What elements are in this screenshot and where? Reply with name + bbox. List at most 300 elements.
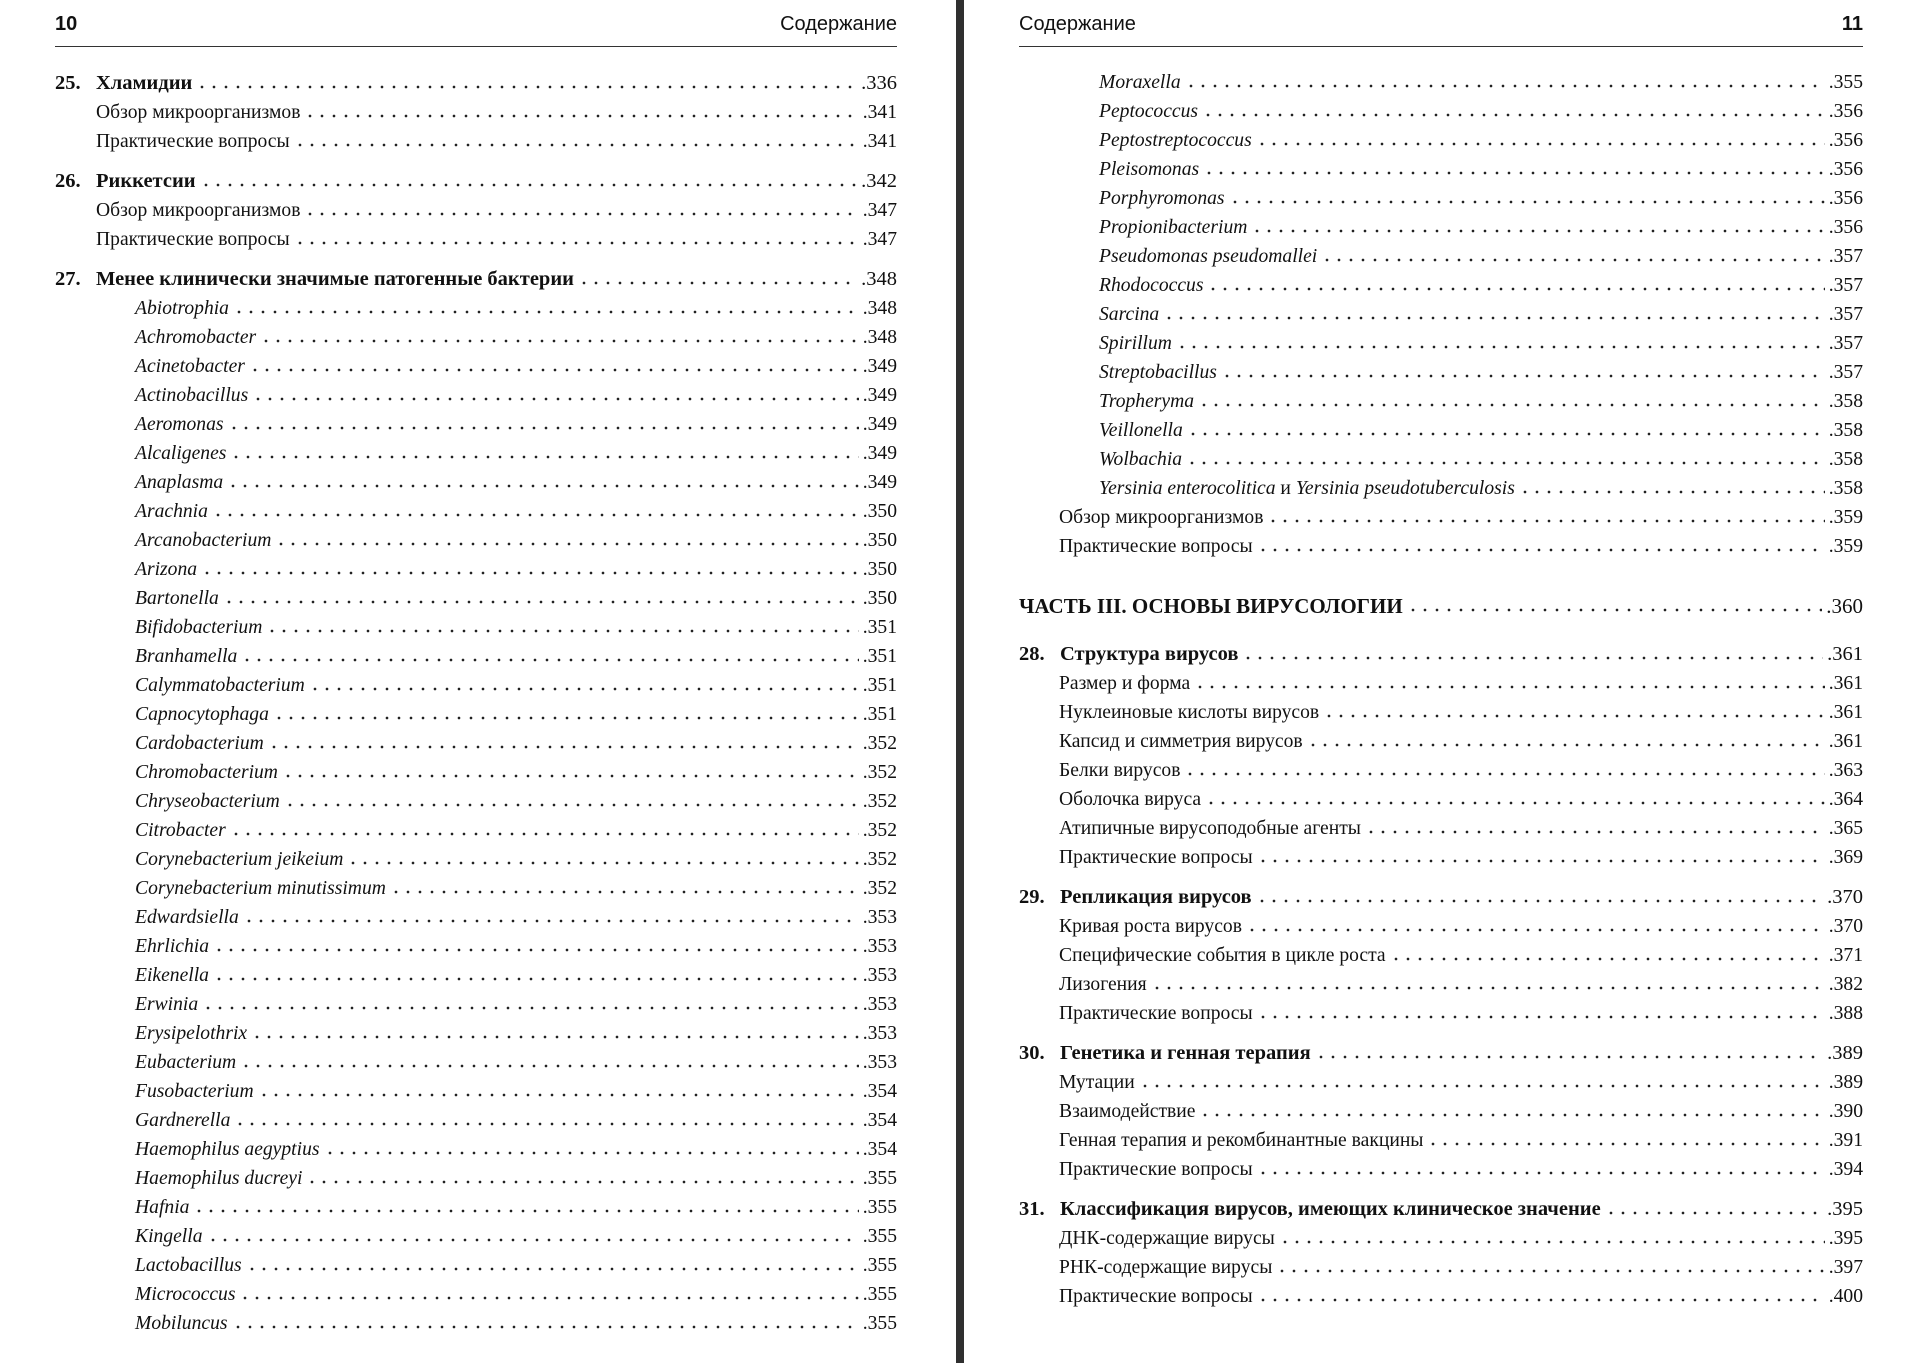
toc-organism-entry[interactable] xyxy=(55,526,897,555)
toc-organism-entry[interactable] xyxy=(1019,68,1863,97)
toc-organism-entry[interactable] xyxy=(55,787,897,816)
toc-organism-entry[interactable] xyxy=(55,294,897,323)
dot-leader xyxy=(258,1091,859,1099)
entry-title: Практические вопросы xyxy=(1059,847,1253,868)
dot-leader xyxy=(1323,712,1825,720)
entry-title: Хламидии xyxy=(96,72,193,94)
entry-page-number: .400 xyxy=(1828,1286,1863,1307)
dot-leader xyxy=(240,1062,858,1070)
entry-page-number: .388 xyxy=(1828,1003,1863,1024)
entry-title: Arachnia xyxy=(135,501,208,522)
toc-organism-entry[interactable] xyxy=(55,410,897,439)
chapter-number: 26. xyxy=(55,170,81,192)
toc-chapter-entry[interactable] xyxy=(1019,882,1863,912)
toc-chapter-entry[interactable] xyxy=(1019,639,1863,669)
entry-title: Лизогения xyxy=(1059,974,1147,995)
toc-section-entry[interactable] xyxy=(1019,999,1863,1028)
entry-page-number: .370 xyxy=(1828,916,1863,937)
toc-section-entry[interactable] xyxy=(1019,1068,1863,1097)
dot-leader xyxy=(232,1323,859,1331)
book-spine xyxy=(956,0,964,1363)
entry-page-number: .353 xyxy=(862,1023,897,1044)
dot-leader xyxy=(1194,683,1825,691)
toc-organism-entry[interactable] xyxy=(55,584,897,613)
dot-leader xyxy=(1163,314,1824,322)
entry-title: Генетика и генная терапия xyxy=(1060,1042,1311,1064)
dot-leader xyxy=(1257,546,1825,554)
dot-leader xyxy=(1184,770,1824,778)
toc-section-entry[interactable] xyxy=(55,127,897,156)
chapter-number: 30. xyxy=(1019,1042,1045,1064)
entry-page-number: .348 xyxy=(862,327,897,348)
dot-leader xyxy=(223,598,859,606)
entry-title: Lactobacillus xyxy=(135,1255,242,1276)
toc-chapter-entry[interactable] xyxy=(55,166,897,196)
toc-section-entry[interactable] xyxy=(55,98,897,127)
toc-organism-entry[interactable] xyxy=(55,1309,897,1338)
toc-chapter-entry[interactable] xyxy=(1019,1038,1863,1068)
chapter-number: 25. xyxy=(55,72,81,94)
entry-title: Pleisomonas xyxy=(1099,159,1200,180)
toc-organism-entry[interactable] xyxy=(1019,184,1863,213)
toc-section-entry[interactable] xyxy=(1019,1155,1863,1184)
dot-leader xyxy=(1242,654,1823,662)
toc-organism-entry[interactable] xyxy=(1019,242,1863,271)
entry-page-number: .350 xyxy=(862,501,897,522)
entry-page-number: .349 xyxy=(862,356,897,377)
dot-leader xyxy=(1202,111,1825,119)
entry-title: Оболочка вируса xyxy=(1059,789,1202,810)
entry-title: Менее клинически значимые патогенные бактерии xyxy=(96,268,574,290)
entry-title: Tropheryma xyxy=(1099,391,1195,412)
right-toc xyxy=(1019,68,1863,1311)
dot-leader xyxy=(200,181,858,189)
entry-page-number: .389 xyxy=(1827,1042,1863,1064)
entry-title: ЧАСТЬ III. ОСНОВЫ ВИРУСОЛОГИИ xyxy=(1019,594,1403,618)
dot-leader xyxy=(243,917,859,925)
toc-section-entry[interactable] xyxy=(55,225,897,254)
entry-page-number: .355 xyxy=(862,1226,897,1247)
entry-title: Обзор микроорганизмов xyxy=(96,200,301,221)
entry-page-number: .365 xyxy=(1828,818,1863,839)
toc-organism-entry[interactable] xyxy=(55,555,897,584)
toc-section-entry[interactable] xyxy=(1019,532,1863,561)
entry-page-number: .352 xyxy=(862,820,897,841)
entry-page-number: .363 xyxy=(1828,760,1863,781)
dot-leader xyxy=(306,1178,858,1186)
entry-title: Атипичные вирусоподобные агенты xyxy=(1059,818,1361,839)
entry-page-number: .347 xyxy=(862,229,897,250)
entry-page-number: .352 xyxy=(862,849,897,870)
entry-title: Anaplasma xyxy=(135,472,224,493)
entry-title: Streptobacillus xyxy=(1099,362,1217,383)
entry-page-number: .356 xyxy=(1828,101,1863,122)
dot-leader xyxy=(213,975,859,983)
dot-leader xyxy=(1257,857,1825,865)
entry-title: Corynebacterium minutissimum xyxy=(135,878,386,899)
entry-title: Achromobacter xyxy=(135,327,257,348)
entry-title: Кривая роста вирусов xyxy=(1059,916,1242,937)
entry-title: Wolbachia xyxy=(1099,449,1183,470)
left-toc xyxy=(55,68,897,1338)
dot-leader xyxy=(230,830,859,838)
dot-leader xyxy=(251,1033,859,1041)
entry-page-number: .371 xyxy=(1828,945,1863,966)
entry-title: Репликация вирусов xyxy=(1060,886,1252,908)
entry-page-number: .349 xyxy=(862,414,897,435)
entry-page-number: .352 xyxy=(862,762,897,783)
entry-title: Yersinia enterocolitica xyxy=(1099,478,1276,499)
toc-organism-entry[interactable] xyxy=(1019,474,1863,503)
entry-title: Veillonella xyxy=(1099,420,1183,441)
entry-title: ДНК-содержащие вирусы xyxy=(1059,1228,1275,1249)
entry-page-number: .364 xyxy=(1828,789,1863,810)
toc-section-entry[interactable] xyxy=(1019,503,1863,532)
dot-leader xyxy=(1257,1169,1825,1177)
entry-title: Citrobacter xyxy=(135,820,226,841)
toc-organism-entry[interactable] xyxy=(1019,416,1863,445)
entry-title: Mobiluncus xyxy=(135,1313,228,1334)
toc-organism-entry[interactable] xyxy=(55,1135,897,1164)
entry-title: Практические вопросы xyxy=(96,229,290,250)
entry-page-number: .353 xyxy=(862,994,897,1015)
dot-leader xyxy=(1315,1053,1823,1061)
entry-title: Практические вопросы xyxy=(1059,1159,1253,1180)
dot-leader xyxy=(1427,1140,1824,1148)
dot-leader xyxy=(282,772,859,780)
entry-page-number: .352 xyxy=(862,791,897,812)
entry-page-number: .357 xyxy=(1828,246,1863,267)
toc-organism-entry[interactable] xyxy=(55,1077,897,1106)
dot-leader xyxy=(1198,401,1825,409)
toc-organism-entry[interactable] xyxy=(55,1251,897,1280)
entry-title: Erysipelothrix xyxy=(135,1023,248,1044)
toc-part-entry[interactable] xyxy=(1019,591,1863,621)
entry-page-number: .349 xyxy=(862,443,897,464)
entry-page-number: .355 xyxy=(862,1255,897,1276)
toc-section-entry[interactable] xyxy=(1019,1126,1863,1155)
toc-organism-entry[interactable] xyxy=(55,1164,897,1193)
entry-title: Erwinia xyxy=(135,994,199,1015)
entry-title: Обзор микроорганизмов xyxy=(96,102,301,123)
entry-page-number: .354 xyxy=(862,1081,897,1102)
entry-title: Eikenella xyxy=(135,965,209,986)
toc-section-entry[interactable] xyxy=(1019,814,1863,843)
entry-page-number: .350 xyxy=(862,559,897,580)
entry-title: Sarcina xyxy=(1099,304,1160,325)
entry-page-number: .355 xyxy=(862,1168,897,1189)
entry-title: Белки вирусов xyxy=(1059,760,1181,781)
dot-leader xyxy=(239,1294,858,1302)
entry-title: Обзор микроорганизмов xyxy=(1059,507,1264,528)
entry-page-number: .341 xyxy=(862,102,897,123)
toc-section-entry[interactable] xyxy=(1019,1253,1863,1282)
dot-leader xyxy=(1207,285,1824,293)
toc-organism-entry[interactable] xyxy=(55,497,897,526)
entry-title: Corynebacterium jeikeium xyxy=(135,849,344,870)
dot-leader xyxy=(249,366,859,374)
entry-page-number: .358 xyxy=(1828,449,1863,470)
dot-leader xyxy=(578,279,857,287)
right-page xyxy=(967,0,1912,1363)
entry-title: Peptostreptococcus xyxy=(1099,130,1252,151)
chapter-number: 28. xyxy=(1019,643,1045,665)
entry-title: Классификация вирусов, имеющих клиническое значение xyxy=(1060,1198,1601,1220)
dot-leader xyxy=(273,714,859,722)
toc-section-entry[interactable] xyxy=(1019,941,1863,970)
dot-leader xyxy=(1390,955,1825,963)
page-number: 11 xyxy=(1841,13,1863,35)
toc-organism-entry[interactable] xyxy=(1019,445,1863,474)
dot-leader xyxy=(202,1004,859,1012)
toc-organism-entry[interactable] xyxy=(55,729,897,758)
toc-section-entry[interactable] xyxy=(1019,727,1863,756)
entry-title: Edwardsiella xyxy=(135,907,239,928)
toc-section-entry[interactable] xyxy=(1019,1282,1863,1311)
entry-title: Propionibacterium xyxy=(1099,217,1248,238)
entry-title: Eubacterium xyxy=(135,1052,237,1073)
toc-section-entry[interactable] xyxy=(55,196,897,225)
dot-leader xyxy=(227,482,859,490)
toc-organism-entry[interactable] xyxy=(55,323,897,352)
entry-page-number: .360 xyxy=(1826,594,1863,618)
entry-page-number: .359 xyxy=(1828,507,1863,528)
entry-page-number: .357 xyxy=(1828,304,1863,325)
dot-leader xyxy=(1186,459,1825,467)
toc-section-entry[interactable] xyxy=(1019,1224,1863,1253)
toc-organism-entry[interactable] xyxy=(55,613,897,642)
entry-title: Pseudomonas pseudomallei xyxy=(1099,246,1318,267)
entry-title: Chromobacterium xyxy=(135,762,278,783)
chapter-number: 29. xyxy=(1019,886,1045,908)
dot-leader xyxy=(1185,82,1825,90)
toc-organism-entry[interactable] xyxy=(1019,126,1863,155)
entry-title: Генная терапия и рекомбинантные вакцины xyxy=(1059,1130,1424,1151)
dot-leader xyxy=(294,239,859,247)
entry-title: Abiotrophia xyxy=(135,298,229,319)
toc-organism-entry[interactable] xyxy=(55,1222,897,1251)
entry-page-number: .351 xyxy=(862,675,897,696)
toc-organism-entry[interactable] xyxy=(1019,97,1863,126)
dot-leader xyxy=(1139,1082,1825,1090)
entry-title: Micrococcus xyxy=(135,1284,236,1305)
toc-organism-entry[interactable] xyxy=(55,468,897,497)
toc-organism-entry[interactable] xyxy=(1019,358,1863,387)
toc-organism-entry[interactable] xyxy=(55,381,897,410)
toc-organism-entry[interactable] xyxy=(1019,213,1863,242)
toc-section-entry[interactable] xyxy=(1019,698,1863,727)
toc-organism-entry[interactable] xyxy=(55,1280,897,1309)
dot-leader xyxy=(1276,1267,1824,1275)
entry-page-number: .351 xyxy=(862,646,897,667)
entry-page-number: .348 xyxy=(861,268,897,290)
dot-leader xyxy=(212,511,859,519)
entry-title: Риккетсии xyxy=(96,170,196,192)
toc-organism-entry[interactable] xyxy=(55,642,897,671)
dot-leader xyxy=(260,337,859,345)
toc-organism-entry[interactable] xyxy=(55,758,897,787)
dot-leader xyxy=(347,859,858,867)
toc-organism-entry[interactable] xyxy=(1019,300,1863,329)
entry-page-number: .350 xyxy=(862,588,897,609)
entry-page-number: .358 xyxy=(1828,478,1863,499)
dot-leader xyxy=(304,210,858,218)
toc-chapter-entry[interactable] xyxy=(1019,1194,1863,1224)
entry-title: Aeromonas xyxy=(135,414,224,435)
entry-title: Cardobacterium xyxy=(135,733,264,754)
entry-title: Практические вопросы xyxy=(1059,1003,1253,1024)
dot-leader xyxy=(1307,741,1825,749)
entry-title: Практические вопросы xyxy=(1059,536,1253,557)
dot-leader xyxy=(275,540,858,548)
entry-title: Gardnerella xyxy=(135,1110,231,1131)
entry-page-number: .382 xyxy=(1828,974,1863,995)
entry-title: Alcaligenes xyxy=(135,443,227,464)
entry-page-number: .353 xyxy=(862,965,897,986)
dot-leader xyxy=(268,743,859,751)
entry-conjunction: и xyxy=(1280,478,1291,499)
dot-leader xyxy=(233,308,859,316)
toc-organism-entry[interactable] xyxy=(55,352,897,381)
entry-page-number: .352 xyxy=(862,733,897,754)
entry-title: Porphyromonas xyxy=(1099,188,1225,209)
toc-chapter-entry[interactable] xyxy=(55,264,897,294)
toc-section-entry[interactable] xyxy=(1019,756,1863,785)
entry-page-number: .358 xyxy=(1828,391,1863,412)
entry-page-number: .350 xyxy=(862,530,897,551)
dot-leader xyxy=(230,453,858,461)
entry-page-number: .361 xyxy=(1828,673,1863,694)
entry-title: Нуклеиновые кислоты вирусов xyxy=(1059,702,1320,723)
toc-section-entry[interactable] xyxy=(1019,970,1863,999)
entry-page-number: .342 xyxy=(861,170,897,192)
entry-title: Размер и форма xyxy=(1059,673,1191,694)
dot-leader xyxy=(246,1265,859,1273)
dot-leader xyxy=(1203,169,1825,177)
entry-title: Yersinia pseudotuberculosis xyxy=(1295,478,1515,499)
dot-leader xyxy=(266,627,858,635)
right-page-header xyxy=(1019,8,1863,47)
toc-organism-entry[interactable] xyxy=(55,1019,897,1048)
entry-page-number: .351 xyxy=(862,704,897,725)
toc-section-entry[interactable] xyxy=(1019,1097,1863,1126)
dot-leader xyxy=(1205,799,1825,807)
entry-page-number: .355 xyxy=(862,1284,897,1305)
toc-organism-entry[interactable] xyxy=(55,1048,897,1077)
entry-page-number: .348 xyxy=(862,298,897,319)
dot-leader xyxy=(1176,343,1825,351)
toc-chapter-entry[interactable] xyxy=(55,68,897,98)
toc-organism-entry[interactable] xyxy=(1019,155,1863,184)
entry-title: Calymmatobacterium xyxy=(135,675,305,696)
entry-page-number: .353 xyxy=(862,1052,897,1073)
toc-organism-entry[interactable] xyxy=(55,439,897,468)
entry-title: Мутации xyxy=(1059,1072,1135,1093)
toc-section-entry[interactable] xyxy=(1019,843,1863,872)
entry-title: Acinetobacter xyxy=(135,356,245,377)
dot-leader xyxy=(1229,198,1825,206)
dot-leader xyxy=(1256,140,1825,148)
chapter-number: 31. xyxy=(1019,1198,1045,1220)
toc-organism-entry[interactable] xyxy=(1019,387,1863,416)
entry-page-number: .349 xyxy=(862,472,897,493)
toc-organism-entry[interactable] xyxy=(55,990,897,1019)
toc-organism-entry[interactable] xyxy=(55,1106,897,1135)
entry-page-number: .390 xyxy=(1828,1101,1863,1122)
toc-section-entry[interactable] xyxy=(1019,785,1863,814)
dot-leader xyxy=(1199,1111,1824,1119)
entry-page-number: .353 xyxy=(862,936,897,957)
entry-title: Специфические события в цикле роста xyxy=(1059,945,1386,966)
dot-leader xyxy=(213,946,859,954)
entry-title: Arizona xyxy=(135,559,198,580)
entry-page-number: .358 xyxy=(1828,420,1863,441)
entry-page-number: .361 xyxy=(1828,731,1863,752)
dot-leader xyxy=(294,141,859,149)
entry-page-number: .357 xyxy=(1828,333,1863,354)
dot-leader xyxy=(324,1149,859,1157)
entry-page-number: .356 xyxy=(1828,130,1863,151)
toc-organism-entry[interactable] xyxy=(55,700,897,729)
toc-organism-entry[interactable] xyxy=(55,903,897,932)
entry-title: Haemophilus aegyptius xyxy=(135,1139,320,1160)
entry-title: Капсид и симметрия вирусов xyxy=(1059,731,1303,752)
entry-title: РНК-содержащие вирусы xyxy=(1059,1257,1273,1278)
toc-organism-entry[interactable] xyxy=(55,845,897,874)
toc-organism-entry[interactable] xyxy=(55,961,897,990)
toc-organism-entry[interactable] xyxy=(55,874,897,903)
dot-leader xyxy=(1407,606,1823,614)
entry-title: Moraxella xyxy=(1099,72,1181,93)
toc-organism-entry[interactable] xyxy=(1019,271,1863,300)
entry-page-number: .356 xyxy=(1828,217,1863,238)
dot-leader xyxy=(1605,1209,1823,1217)
toc-section-entry[interactable] xyxy=(1019,669,1863,698)
entry-page-number: .355 xyxy=(862,1313,897,1334)
entry-title: Branhamella xyxy=(135,646,238,667)
left-page-header xyxy=(55,8,897,47)
dot-leader xyxy=(1221,372,1825,380)
toc-organism-entry[interactable] xyxy=(55,816,897,845)
toc-organism-entry[interactable] xyxy=(1019,329,1863,358)
toc-organism-entry[interactable] xyxy=(55,671,897,700)
entry-page-number: .355 xyxy=(1828,72,1863,93)
entry-page-number: .357 xyxy=(1828,362,1863,383)
toc-organism-entry[interactable] xyxy=(55,1193,897,1222)
dot-leader xyxy=(304,112,858,120)
left-page xyxy=(0,0,955,1363)
entry-title: Взаимодействие xyxy=(1059,1101,1196,1122)
toc-organism-entry[interactable] xyxy=(55,932,897,961)
entry-page-number: .356 xyxy=(1828,188,1863,209)
dot-leader xyxy=(1256,897,1824,905)
entry-page-number: .354 xyxy=(862,1139,897,1160)
dot-leader xyxy=(193,1207,858,1215)
dot-leader xyxy=(207,1236,859,1244)
dot-leader xyxy=(1246,926,1825,934)
dot-leader xyxy=(1267,517,1824,525)
entry-page-number: .357 xyxy=(1828,275,1863,296)
entry-page-number: .341 xyxy=(862,131,897,152)
dot-leader xyxy=(234,1120,858,1128)
entry-title: Структура вирусов xyxy=(1060,643,1239,665)
entry-title: Haemophilus ducreyi xyxy=(135,1168,303,1189)
toc-section-entry[interactable] xyxy=(1019,912,1863,941)
dot-leader xyxy=(1187,430,1825,438)
entry-title: Rhodococcus xyxy=(1099,275,1204,296)
dot-leader xyxy=(241,656,858,664)
entry-page-number: .353 xyxy=(862,907,897,928)
